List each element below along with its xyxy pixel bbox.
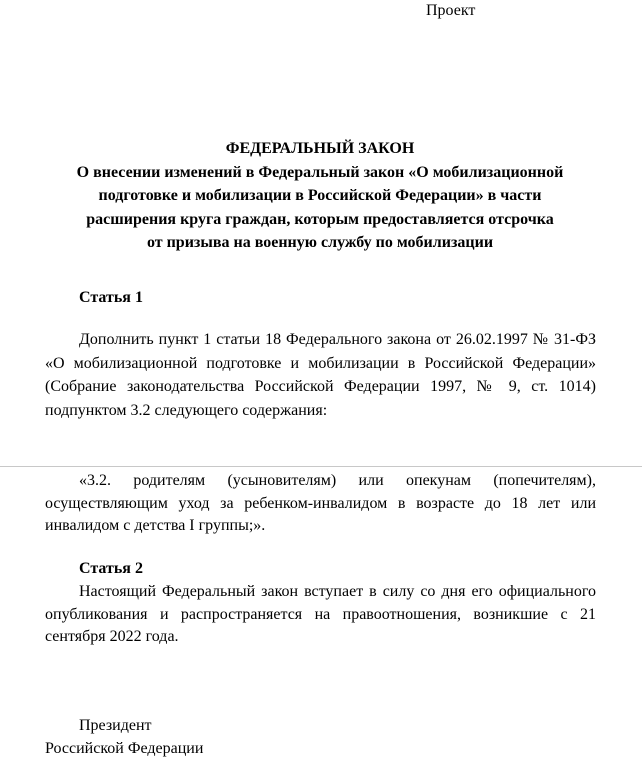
page-break-divider bbox=[0, 466, 642, 467]
law-type-heading: ФЕДЕРАЛЬНЫЙ ЗАКОН bbox=[225, 140, 415, 157]
law-title-line: подготовке и мобилизации в Российской Федерации» в части bbox=[98, 187, 542, 204]
project-stamp: Проект bbox=[426, 2, 476, 19]
signature-country: Российской Федерации bbox=[45, 740, 204, 757]
signature-title: Президент bbox=[79, 717, 152, 734]
law-title-line: расширения круга граждан, которым предоставляется отсрочка bbox=[86, 210, 554, 228]
law-title-line: от призыва на военную службу по мобилизации bbox=[146, 234, 494, 251]
article-1-quote: «3.2. родителям (усыновителям) или опекунам (попечителям), осуществляющим уход за ребенком-инвалидом в возрасте до 18 лет или инвалидом с детства I группы;». bbox=[45, 472, 596, 534]
article-2-heading: Статья 2 bbox=[79, 560, 143, 577]
article-1-heading: Статья 1 bbox=[79, 289, 143, 306]
article-2-paragraph: Настоящий Федеральный закон вступает в силу со дня его официального опубликования и распространяется на правоотношения, возникшие с 21 сентября 2022 года. bbox=[45, 583, 596, 645]
law-title-line: О внесении изменений в Федеральный закон «О мобилизационной bbox=[76, 163, 564, 181]
article-1-paragraph: Дополнить пункт 1 статьи 18 Федерального закона от 26.02.1997 № 31-ФЗ «О мобилизационной подготовке и мобилизации в Российской Федерации» (Собрание законодательства Российской Федерации 1997, № 9, ст. 1014) подпунктом 3.2 следующего содержания: bbox=[45, 331, 596, 419]
law-title bbox=[40, 137, 600, 255]
